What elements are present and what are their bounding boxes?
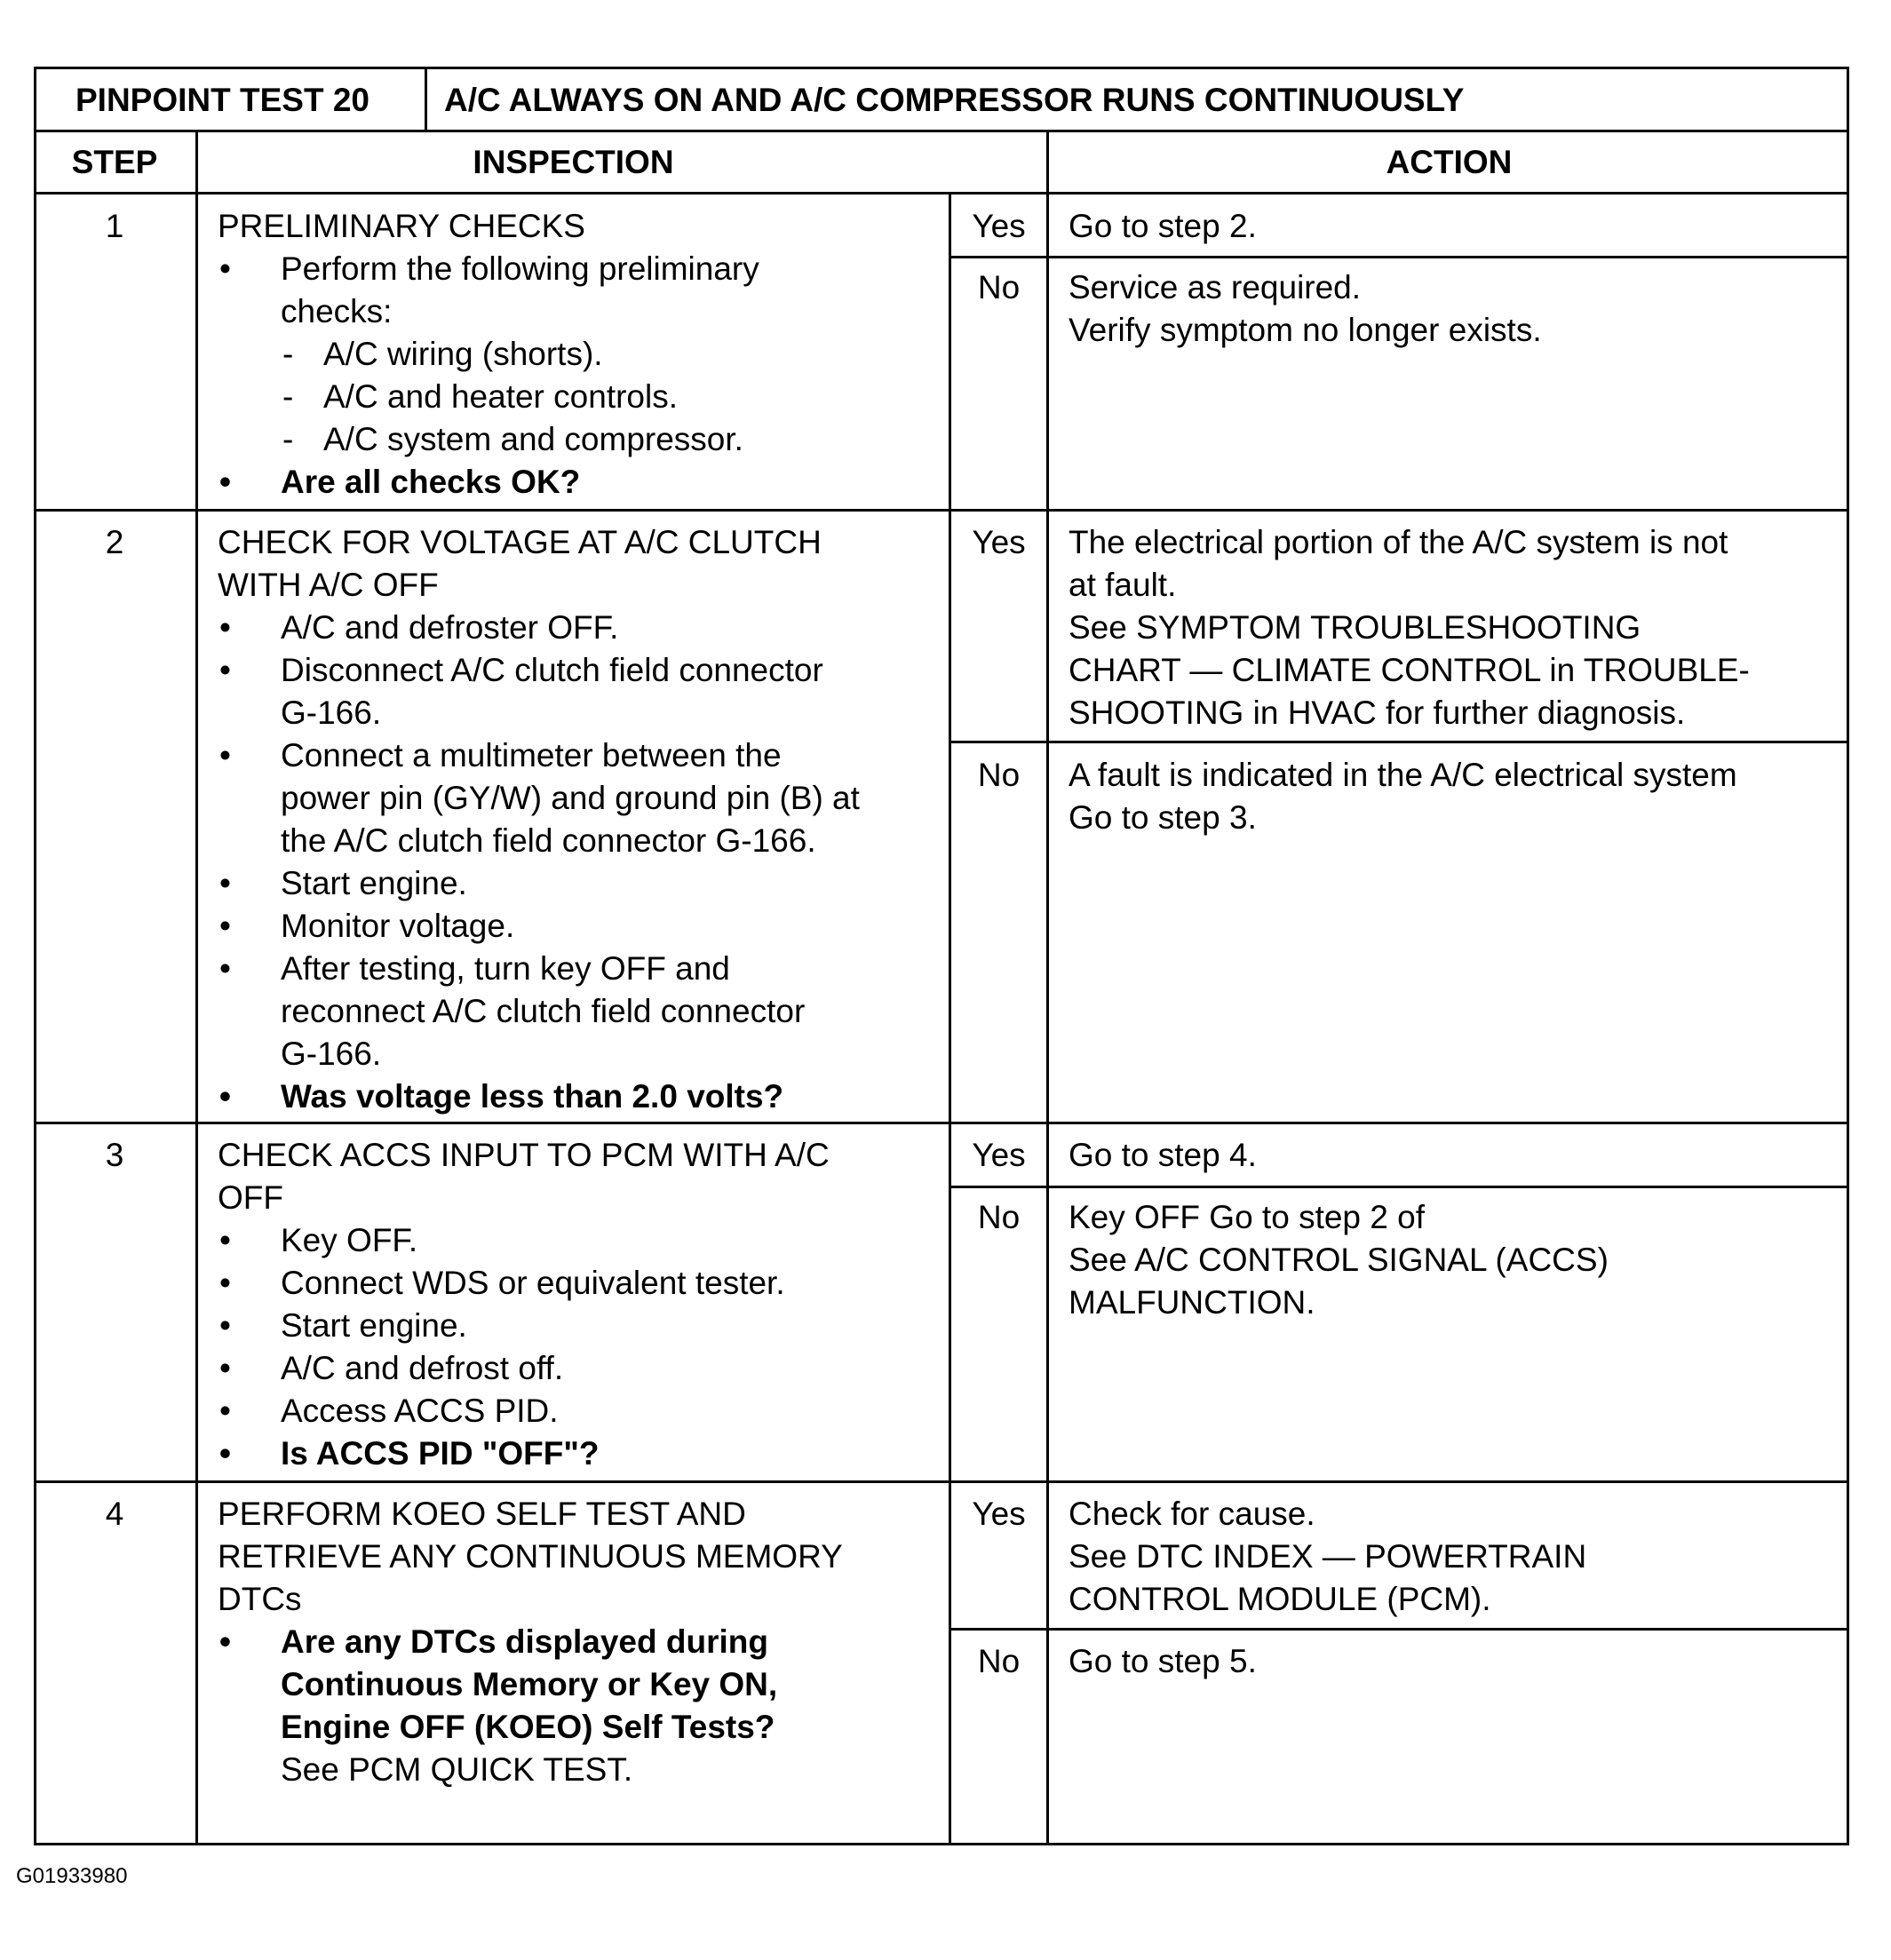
yes-action: Check for cause.: [1069, 1496, 1315, 1532]
column-header-inspection: INSPECTION: [473, 144, 674, 180]
bullet: •: [219, 865, 231, 901]
yes-action: Go to step 2.: [1069, 208, 1257, 244]
inspection-line: Start engine.: [281, 1307, 467, 1344]
bullet: •: [219, 1435, 231, 1472]
no-action: See A/C CONTROL SIGNAL (ACCS): [1069, 1242, 1609, 1278]
step-title: PRELIMINARY CHECKS: [218, 208, 585, 244]
no-label: No: [977, 757, 1021, 793]
inspection-line: checks:: [281, 293, 393, 329]
inspection-line: See PCM QUICK TEST.: [281, 1751, 633, 1788]
yes-action: SHOOTING in HVAC for further diagnosis.: [1069, 694, 1686, 731]
rule-step2-yes-no: [949, 741, 1849, 743]
step-title: OFF: [218, 1179, 283, 1216]
bullet: •: [219, 652, 231, 688]
inspection-question: Engine OFF (KOEO) Self Tests?: [281, 1709, 775, 1745]
rule-inspection-yesno: [949, 192, 951, 1845]
yes-action: See SYMPTOM TROUBLESHOOTING: [1069, 609, 1641, 646]
rule-action-column: [1046, 130, 1049, 1845]
bullet: •: [219, 950, 231, 987]
inspection-line: Access ACCS PID.: [281, 1393, 559, 1429]
rule-title-divider: [425, 67, 427, 131]
no-label: No: [977, 1643, 1021, 1679]
dash-bullet: -: [282, 336, 294, 372]
inspection-line: A/C and defrost off.: [281, 1350, 564, 1386]
rule-step3-yes-no: [949, 1186, 1849, 1188]
step-number: 3: [105, 1137, 124, 1173]
bullet: •: [219, 250, 231, 287]
inspection-line: G-166.: [281, 1036, 382, 1072]
test-title: A/C ALWAYS ON AND A/C COMPRESSOR RUNS CONTINUOUSLY: [444, 82, 1465, 118]
yes-label: Yes: [972, 208, 1026, 244]
rule-after-step3: [34, 1480, 1849, 1483]
inspection-line: Start engine.: [281, 865, 467, 901]
yes-action: CONTROL MODULE (PCM).: [1069, 1581, 1491, 1617]
rule-step4-yes-no: [949, 1628, 1849, 1631]
rule-after-step1: [34, 509, 1849, 512]
bullet: •: [219, 609, 231, 646]
inspection-line: A/C system and compressor.: [323, 421, 743, 457]
inspection-question: Was voltage less than 2.0 volts?: [281, 1078, 784, 1115]
column-header-action: ACTION: [1386, 144, 1513, 180]
yes-action: See DTC INDEX — POWERTRAIN: [1069, 1538, 1587, 1575]
step-title: CHECK ACCS INPUT TO PCM WITH A/C: [218, 1137, 830, 1173]
inspection-line: Connect a multimeter between the: [281, 737, 782, 774]
bullet: •: [219, 464, 231, 500]
no-action: MALFUNCTION.: [1069, 1284, 1315, 1321]
inspection-line: power pin (GY/W) and ground pin (B) at: [281, 780, 860, 816]
step-title: DTCs: [218, 1581, 302, 1617]
inspection-line: Connect WDS or equivalent tester.: [281, 1265, 785, 1301]
column-header-step: STEP: [71, 144, 158, 180]
bullet: •: [219, 1623, 231, 1660]
inspection-question: Is ACCS PID "OFF"?: [281, 1435, 600, 1472]
rule-under-columns: [34, 192, 1849, 194]
test-id: PINPOINT TEST 20: [75, 82, 370, 118]
rule-after-step2: [34, 1122, 1849, 1124]
step-number: 4: [105, 1496, 124, 1532]
bullet: •: [219, 1393, 231, 1429]
yes-action: CHART — CLIMATE CONTROL in TROUBLE-: [1069, 652, 1750, 688]
bullet: •: [219, 1222, 231, 1258]
yes-label: Yes: [972, 524, 1026, 560]
inspection-line: G-166.: [281, 694, 382, 731]
bullet: •: [219, 1078, 231, 1115]
rule-under-title: [34, 130, 1849, 132]
inspection-line: A/C and heater controls.: [323, 378, 678, 415]
no-action: A fault is indicated in the A/C electrical system: [1069, 757, 1737, 793]
step-title: WITH A/C OFF: [218, 567, 439, 603]
step-title: RETRIEVE ANY CONTINUOUS MEMORY: [218, 1538, 843, 1575]
no-label: No: [977, 269, 1021, 306]
dash-bullet: -: [282, 421, 294, 457]
bullet: •: [219, 737, 231, 774]
rule-step-column: [195, 130, 198, 1845]
no-action: Key OFF Go to step 2 of: [1069, 1199, 1426, 1235]
yes-action: The electrical portion of the A/C system is not: [1069, 524, 1728, 560]
no-action: Verify symptom no longer exists.: [1069, 312, 1542, 348]
rule-step1-yes-no: [949, 256, 1849, 258]
no-action: Go to step 5.: [1069, 1643, 1257, 1679]
no-action: Go to step 3.: [1069, 799, 1257, 836]
bullet: •: [219, 908, 231, 944]
inspection-question: Continuous Memory or Key ON,: [281, 1666, 778, 1702]
yes-label: Yes: [972, 1137, 1026, 1173]
inspection-line: Perform the following preliminary: [281, 250, 759, 287]
yes-label: Yes: [972, 1496, 1026, 1532]
bullet: •: [219, 1350, 231, 1386]
no-action: Service as required.: [1069, 269, 1362, 306]
inspection-question: Are all checks OK?: [281, 464, 581, 500]
step-number: 1: [105, 208, 124, 244]
step-number: 2: [105, 524, 124, 560]
figure-code: G01933980: [16, 1864, 128, 1888]
inspection-line: reconnect A/C clutch field connector: [281, 993, 806, 1029]
inspection-line: After testing, turn key OFF and: [281, 950, 730, 987]
inspection-line: Key OFF.: [281, 1222, 418, 1258]
yes-action: Go to step 4.: [1069, 1137, 1257, 1173]
inspection-line: A/C wiring (shorts).: [323, 336, 603, 372]
inspection-line: A/C and defroster OFF.: [281, 609, 619, 646]
inspection-line: the A/C clutch field connector G-166.: [281, 822, 816, 859]
yes-action: at fault.: [1069, 567, 1177, 603]
no-label: No: [977, 1199, 1021, 1235]
inspection-question: Are any DTCs displayed during: [281, 1623, 768, 1660]
inspection-line: Monitor voltage.: [281, 908, 515, 944]
inspection-line: Disconnect A/C clutch field connector: [281, 652, 823, 688]
bullet: •: [219, 1307, 231, 1344]
step-title: PERFORM KOEO SELF TEST AND: [218, 1496, 746, 1532]
bullet: •: [219, 1265, 231, 1301]
step-title: CHECK FOR VOLTAGE AT A/C CLUTCH: [218, 524, 822, 560]
dash-bullet: -: [282, 378, 294, 415]
